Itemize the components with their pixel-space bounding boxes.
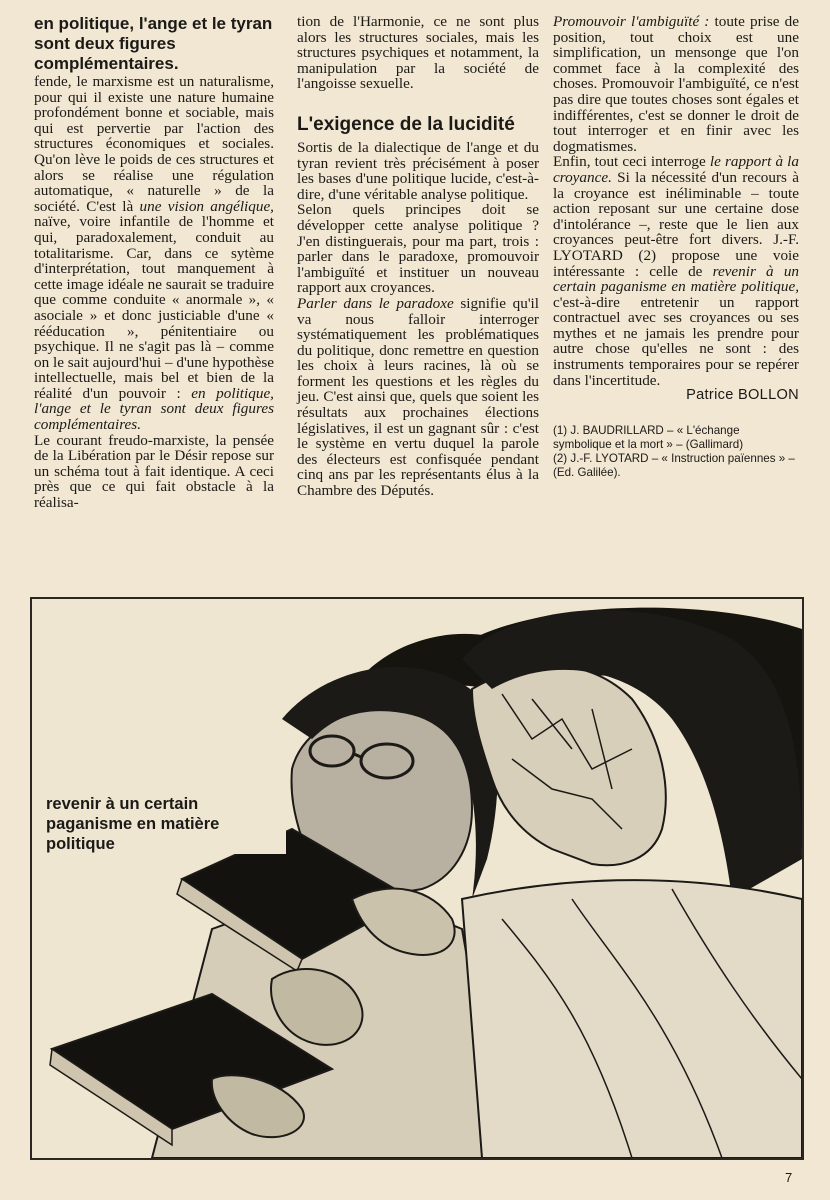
illustration-nuns-reading <box>30 597 804 1160</box>
paragraph: Selon quels principes doit se développer cette analyse politique ? J'en distinguerais, pour ma part, trois : parler dans le paradoxe, promouvoir l'ambiguïté et instituer un nouveau rapport aux croyances. <box>297 201 539 297</box>
figure-caption: revenir à un certain paganisme en matière politique <box>46 794 286 854</box>
text-column-3 <box>553 14 799 480</box>
text-column-1 <box>34 14 274 511</box>
footnotes <box>553 424 799 480</box>
paragraph: Le courant freudo-marxiste, la pensée de la Libération par le Désir repose sur un schéma tout à fait identique. A ceci près que ce qui fait obstacle à la réalisa- <box>34 431 274 512</box>
paragraph: Promouvoir l'ambiguïté : toute prise de position, tout choix est une simplification, un mensonge que l'on commet face à la complexité des choses. Promouvoir l'ambiguïté, ce n'est pas dire que toutes choses sont égales et indifférentes, c'est se donner le droit de tout interroger et en finir avec les dogmatismes. <box>553 13 799 155</box>
paragraph: fende, le marxisme est un naturalisme, pour qui il existe une nature humaine profondément bonne et sociable, mais qui est pervertie par l'action des structures économiques et sociales. Qu'on lève le poids de ces structures et alors se réalise une régulation automatique, « naturelle » de la société. C'est là une vision angélique, naïve, voire infantile de l'homme et qui, paradoxalement, conduit au totalitarisme. Car, dans ce sytème d'interprétation, tout manquement à cette image idéale ne saurait se traduire que comme conduite « anormale », « asociale » et donc justiciable d'une « rééducation », pénitentiaire ou psychique. Il ne s'agit pas là – comme on le sait aujourd'hui – d'une hypothèse intellectuelle, mais bel et bien de la réalité d'un pouvoir : en politique, l'ange et le tyran sont deux figures complémentaires. <box>34 73 274 434</box>
page-number: 7 <box>785 1170 793 1185</box>
paragraph: tion de l'Harmonie, ce ne sont plus alors les structures sociales, mais les structures psychiques et notamment, la manipulation par la société de l'angoisse sexuelle. <box>297 13 539 93</box>
section-heading: L'exigence de la lucidité <box>297 113 515 135</box>
author-signature: Patrice BOLLON <box>686 387 799 404</box>
footnote: (2) J.-F. LYOTARD – « Instruction païennes » – (Ed. Galilée). <box>553 451 795 479</box>
paragraph: Sortis de la dialectique de l'ange et du tyran revient très précisément à poser les bases d'une politique lucide, c'est-à-dire, d'une véritable analyse politique. <box>297 138 539 203</box>
paragraph: Enfin, tout ceci interroge le rapport à la croyance. Si la nécessité d'un recours à la croyance est inéliminable – toute action reposant sur une certaine dose d'intolérance –, reste que le lien aux croyances peut-être fort divers. J.-F. LYOTARD (2) propose une voie intéressante : celle de revenir à un certain paganisme en matière politique, c'est-à-dire entretenir un rapport contractuel avec ses croyances ou ses mythes et ne jamais les prendre pour autre chose qu'elles ne sont : des instruments temporaires pour se repérer dans l'incertitude. <box>553 153 800 389</box>
nuns-illustration-art <box>32 599 802 1158</box>
footnote: (1) J. BAUDRILLARD – « L'échange symbolique et la mort » – (Gallimard) <box>553 423 744 451</box>
paragraph: Parler dans le paradoxe signifie qu'il va nous falloir interroger systématiquement les problématiques du politique, donc remettre en question les choix à leurs racines, là où se forment les questions et les règles du jeu. C'est ainsi que, quels que soient les résultats aux prochaines élections législatives, il est un gagnant sûr : c'est le système en vertu duquel la parole des électeurs est confisquée pendant cinq ans par les représentants élus à la Chambre des Députés. <box>297 294 539 500</box>
pull-quote-heading: en politique, l'ange et le tyran sont deux figures complémentaires. <box>34 14 273 73</box>
text-column-2 <box>297 14 539 499</box>
